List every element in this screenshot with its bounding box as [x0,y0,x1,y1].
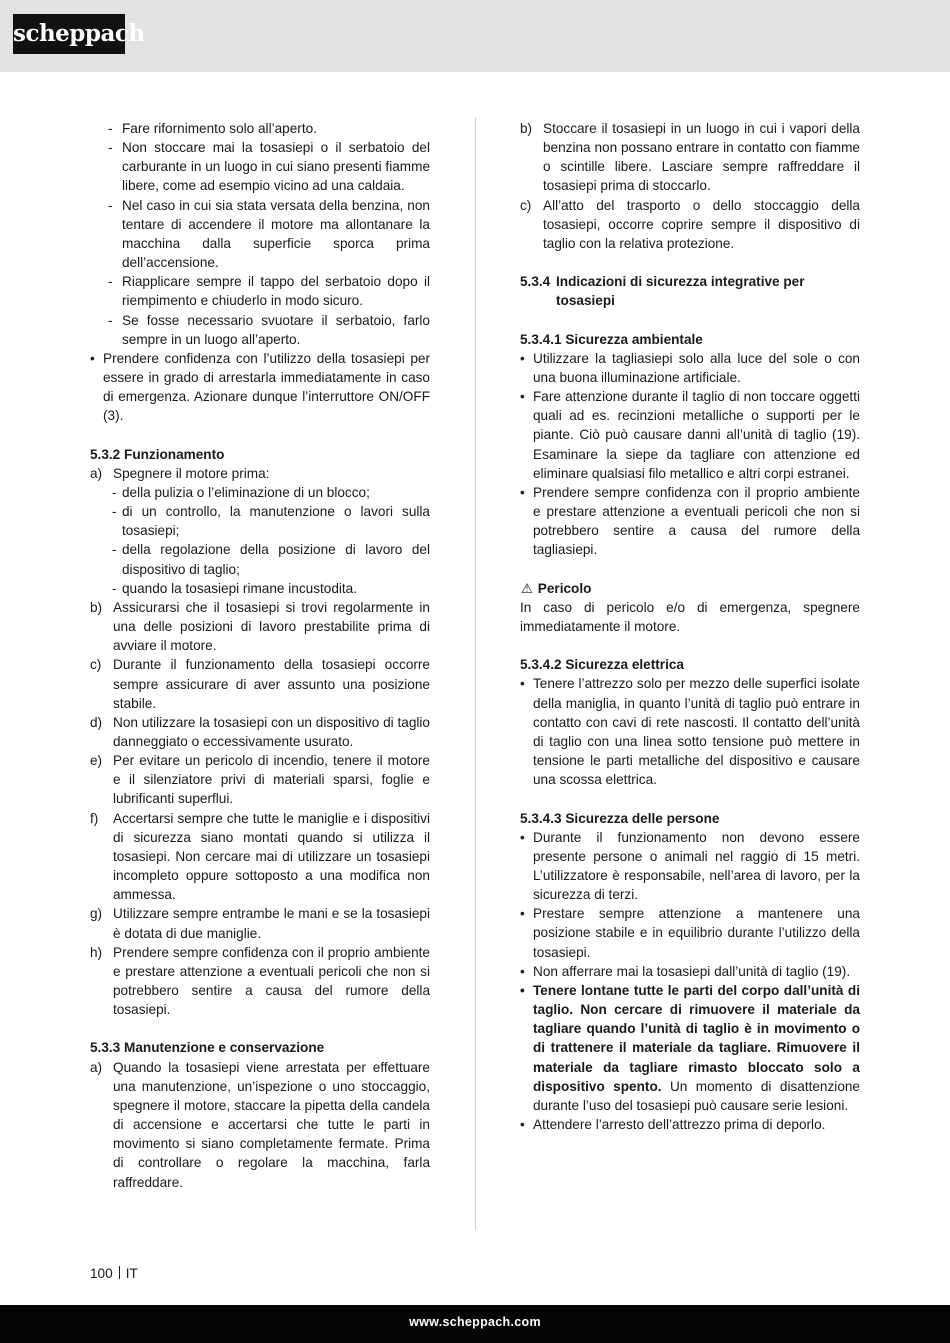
list-item: a) Quando la tosasiepi viene arrestata per effettuare una manutenzione, un’ispezione o uno stoccaggio, spegnere il motore, staccare la pipetta della candela di accensione e accertarsi che tutte le parti in movimento si siano completamente fermate. Prima di controllare o regolare la macchina, farla raffreddare. [90,1059,430,1190]
warning-icon: ⚠ [520,580,534,596]
list-item: • Tenere l’attrezzo solo per mezzo delle superfici isolate della maniglia, in quanto l’unità di taglio può entrare in contatto con cavi di rete nascosti. Il contatto dell’unità di taglio con una linea sotto tensione può mettere in tensione le parti metalliche del dispositivo e causare una scossa elettrica. [520,676,860,788]
list-item: • Durante il funzionamento non devono essere presente persone o animali nel raggio di 15 metri. L’utilizzatore è responsabile, nell’area di lavoro, per la sicurezza di terzi. [520,829,860,903]
section-heading: 5.3.4.2 Sicurezza elettrica [520,657,684,673]
list-item: • Non afferrare mai la tosasiepi dall’unità di taglio (19). [520,963,851,979]
column-divider [475,117,476,1230]
section-heading: 5.3.4.1 Sicurezza ambientale [520,331,703,347]
list-item: f) Accertarsi sempre che tutte le maniglie e i dispositivi di sicurezza siano montati quando si utilizza il tosasiepi. Non cercare mai di utilizzare un tosasiepi incompleto oppure sottoposto a una modifica non ammessa. [90,810,430,903]
list-item: b) Assicurarsi che il tosasiepi si trovi regolarmente in una delle posizioni di lavoro prestabilite prima di avviare il motore. [90,599,430,654]
website-url: www.scheppach.com [409,1315,541,1329]
list-item: - della pulizia o l’eliminazione di un blocco; [112,484,370,500]
list-item: a) Spegnere il motore prima: [90,465,270,481]
brand-logo: scheppach [13,14,125,54]
list-item: c) All’atto del trasporto o dello stoccaggio della tosasiepi, occorre coprire sempre il dispositivo di taglio con la relativa protezione. [520,197,860,251]
list-item: • Tenere lontane tutte le parti del corpo dall’unità di taglio. Non cercare di rimuovere il materiale da tagliare quando l’unità di taglio è in movimento o di trattenere il materiale da tagliare. Rimuovere il materiale da tagliare rimasto bloccato solo a dispositivo spento. Un momento di disattenzione durante l’uso del tosasiepi può causare serie lesioni. [520,982,860,1113]
list-item: • Fare attenzione durante il taglio di non toccare oggetti quali ad es. recinzioni metalliche o supporti per le piante. Ciò può causare danni all’unità di taglio (19). Esaminare la siepe da tagliare con attenzione ed eliminare qualsiasi filo metallico e altri corpi estranei. [520,389,860,481]
section-heading: 5.3.2 Funzionamento [90,446,225,462]
list-item: - quando la tosasiepi rimane incustodita. [112,580,358,596]
list-item: - Non stoccare mai la tosasiepi o il serbatoio del carburante in un luogo in cui siano presenti fiamme libere, come ad esempio vicino ad una caldaia. [108,140,430,194]
list-item: - Fare rifornimento solo all’aperto. [108,121,317,136]
list-item: - Se fosse necessario svuotare il serbatoio, farlo sempre in un luogo all’aperto. [108,312,430,347]
list-item: - Nel caso in cui sia stata versata della benzina, non tentare di accendere il motore ma allontanare la macchina dalla superficie sporca prima dell’accensione. [108,197,430,271]
list-item: • Prestare sempre attenzione a mantenere una posizione stabile e in equilibrio durante l’utilizzo della tosasiepi. [520,906,860,960]
page-number: 100 IT [90,1266,138,1281]
danger-heading: ⚠ Pericolo [520,579,860,598]
left-column [90,119,430,1192]
page-header [0,0,950,72]
list-item: • Attendere l’arresto dell’attrezzo prima di deporlo. [520,1117,826,1133]
list-item: • Utilizzare la tagliasiepi solo alla luce del sole o con una buona illuminazione artificiale. [520,350,860,385]
list-item: g) Utilizzare sempre entrambe le mani e se la tosasiepi è dotata di due maniglie. [90,906,430,941]
list-item: b) Stoccare il tosasiepi in un luogo in cui i vapori della benzina non possano entrare in contatto con fiamme o scintille libere. Lasciare sempre raffreddare il tosasiepi prima di stoccarlo. [520,121,860,194]
right-column [520,119,860,1134]
section-heading: 5.3.4 Indicazioni di sicurezza integrative per tosasiepi [520,274,805,309]
list-item: • Prendere sempre confidenza con il proprio ambiente e prestare attenzione a eventuali pericoli che non si potrebbero sentire a causa del rumore della tagliasiepi. [520,484,860,558]
list-item: h) Prendere sempre confidenza con il proprio ambiente e prestare attenzione a eventuali pericoli che non si potrebbero sentire a causa del rumore della tosasiepi. [90,944,430,1018]
list-item: e) Per evitare un pericolo di incendio, tenere il motore e il silenziatore privi di materiali sparsi, foglie e lubrificanti superflui. [90,753,430,807]
list-item: d) Non utilizzare la tosasiepi con un dispositivo di taglio danneggiato o eccessivamente usurato. [90,714,430,749]
list-item: • Prendere confidenza con l’utilizzo della tosasiepi per essere in grado di arrestarla immediatamente in caso di emergenza. Azionare dunque l’interruttore ON/OFF (3). [90,350,430,424]
page-footer [0,1305,950,1343]
list-item: - Riapplicare sempre il tappo del serbatoio dopo il riempimento e chiuderlo in modo sicuro. [108,274,430,309]
list-item: - di un controllo, la manutenzione o lavori sulla tosasiepi; [112,504,430,539]
list-item: c) Durante il funzionamento della tosasiepi occorre sempre assicurare di aver assunto una posizione stabile. [90,657,430,711]
section-heading: 5.3.4.3 Sicurezza delle persone [520,810,720,826]
danger-text: In caso di pericolo e/o di emergenza, spegnere immediatamente il motore. [520,599,860,635]
list-item: - della regolazione della posizione di lavoro del dispositivo di taglio; [112,542,430,577]
section-heading: 5.3.3 Manutenzione e conservazione [90,1040,325,1056]
